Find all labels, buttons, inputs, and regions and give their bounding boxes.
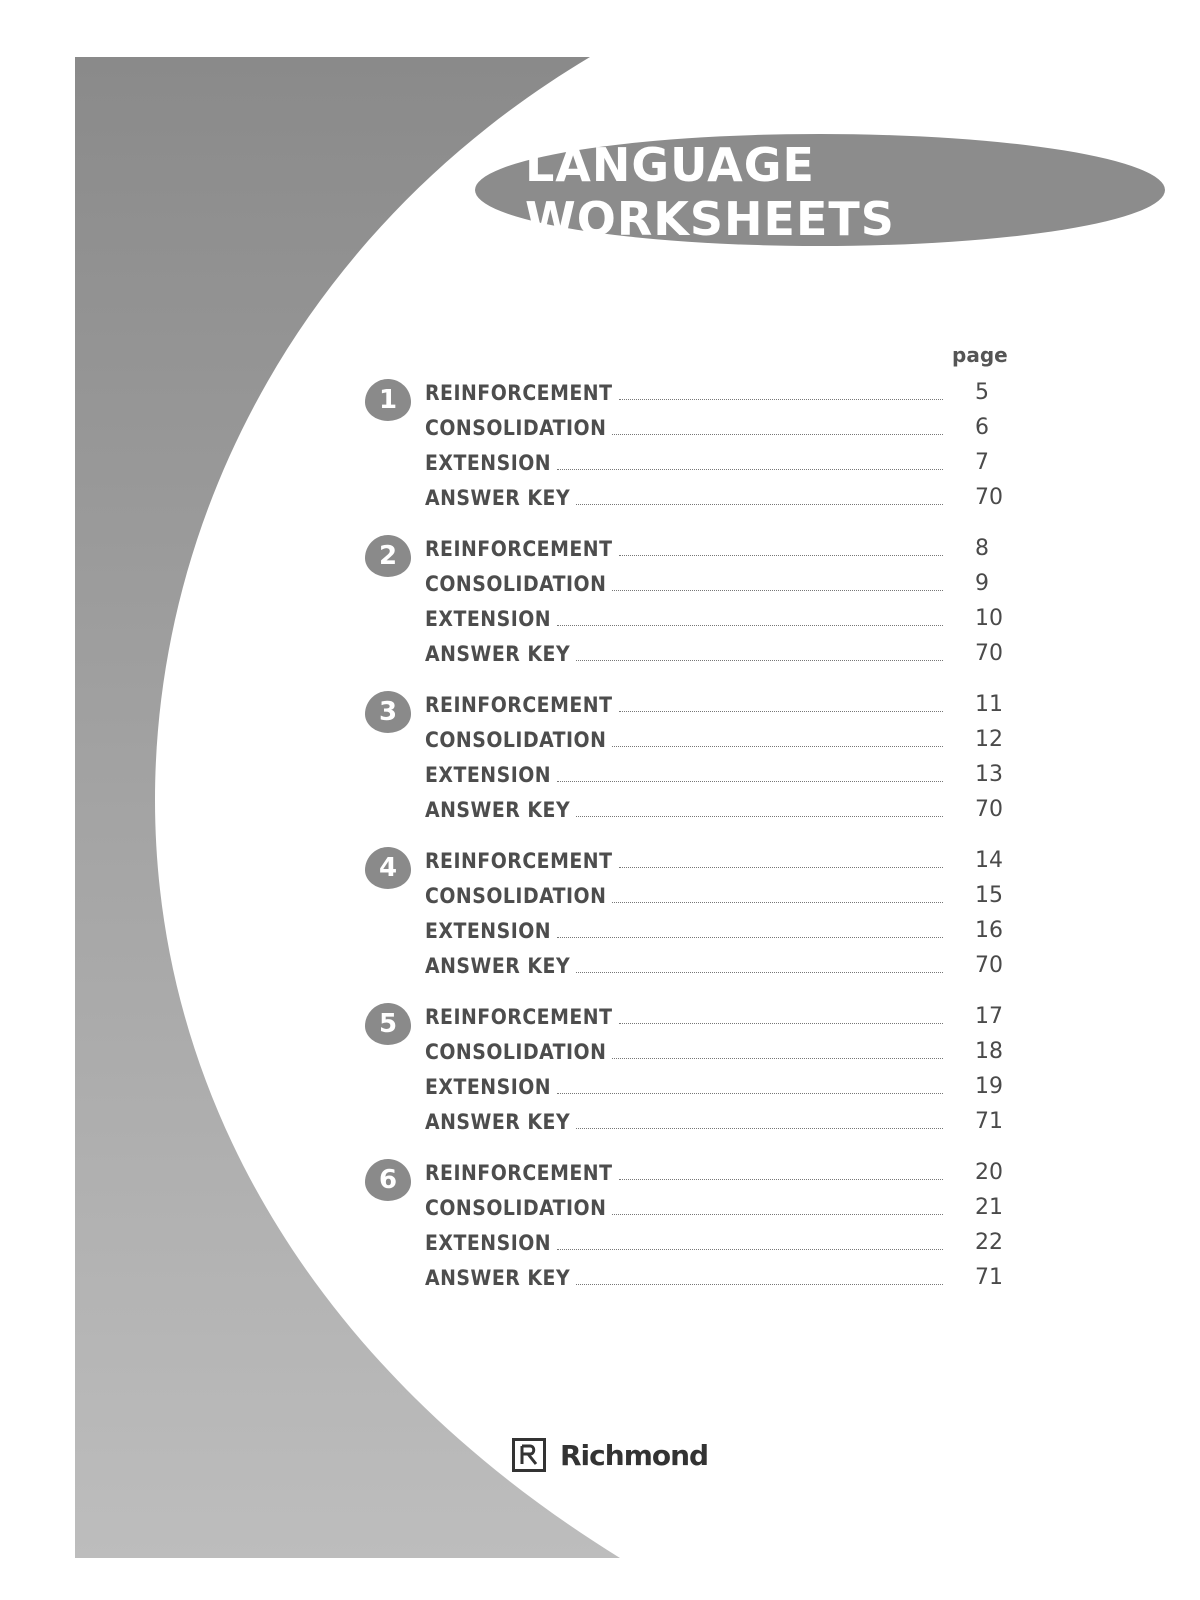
toc-entry-page-number: 10 [975,606,1003,631]
toc-entry-label: REINFORCEMENT [425,849,613,873]
toc-entry-page-number: 13 [975,762,1003,787]
toc-entry-page-number: 19 [975,1074,1003,1099]
publisher-name: Richmond [560,1438,709,1472]
dot-leader [612,902,943,903]
toc-entry-page-number: 16 [975,918,1003,943]
toc-entry-label: EXTENSION [425,607,552,631]
toc-entry [425,480,1025,510]
unit-5 [365,999,1025,1139]
unit-2 [365,531,1025,671]
toc-entry-label: EXTENSION [425,919,552,943]
toc-entry-label: ANSWER KEY [425,954,571,978]
toc-entry-label: EXTENSION [425,1231,552,1255]
toc-entry-label: ANSWER KEY [425,798,571,822]
toc-entry [425,1034,1025,1064]
page-column-header: page [952,343,1008,367]
toc-entry-page-number: 70 [975,953,1003,978]
toc-entry-label: REINFORCEMENT [425,537,613,561]
dot-leader [612,1058,943,1059]
dot-leader [576,816,943,817]
dot-leader [557,1093,943,1094]
toc-entry [425,1155,1025,1185]
unit-3 [365,687,1025,827]
toc-entry-page-number: 12 [975,727,1003,752]
toc-entry [425,722,1025,752]
toc-entry-label: CONSOLIDATION [425,1040,607,1064]
toc-entry [425,636,1025,666]
publisher-brand [512,1437,708,1473]
unit-number-badge: 2 [365,535,411,577]
toc-entry [425,757,1025,787]
toc-entry-page-number: 20 [975,1160,1003,1185]
toc-entry [425,792,1025,822]
toc-entry [425,1104,1025,1134]
toc-entry-label: REINFORCEMENT [425,1005,613,1029]
dot-leader [557,469,943,470]
dot-leader [619,399,943,400]
toc-entry-page-number: 18 [975,1039,1003,1064]
toc-entry [425,1225,1025,1255]
toc-entry-page-number: 21 [975,1195,1003,1220]
toc-entry-label: REINFORCEMENT [425,693,613,717]
toc-entry [425,410,1025,440]
toc-entry-page-number: 22 [975,1230,1003,1255]
unit-1 [365,375,1025,515]
toc-entry-page-number: 71 [975,1109,1003,1134]
toc-entry [425,913,1025,943]
dot-leader [612,590,943,591]
toc-entry [425,601,1025,631]
dot-leader [576,504,943,505]
toc-entry-label: ANSWER KEY [425,1266,571,1290]
toc-entry-page-number: 70 [975,797,1003,822]
toc-entry-label: REINFORCEMENT [425,1161,613,1185]
toc-entry [425,566,1025,596]
unit-number-badge: 6 [365,1159,411,1201]
toc-entry [425,1260,1025,1290]
dot-leader [619,555,943,556]
toc-entry-label: ANSWER KEY [425,486,571,510]
toc-entry [425,1190,1025,1220]
toc-entry [425,999,1025,1029]
toc-entry-label: CONSOLIDATION [425,884,607,908]
toc-entry-page-number: 7 [975,450,989,475]
dot-leader [619,711,943,712]
toc-entry-page-number: 8 [975,536,989,561]
unit-number-badge: 5 [365,1003,411,1045]
toc-entry [425,445,1025,475]
toc-entry-page-number: 14 [975,848,1003,873]
toc-entry-label: EXTENSION [425,451,552,475]
dot-leader [576,1128,943,1129]
unit-number-badge: 4 [365,847,411,889]
toc-entry-page-number: 6 [975,415,989,440]
toc-entry-label: ANSWER KEY [425,1110,571,1134]
toc-entry-label: ANSWER KEY [425,642,571,666]
toc-entry [425,878,1025,908]
toc-entry-label: EXTENSION [425,1075,552,1099]
dot-leader [619,1179,943,1180]
dot-leader [612,1214,943,1215]
toc-entry [425,531,1025,561]
toc-entry-page-number: 70 [975,641,1003,666]
toc-entry [425,843,1025,873]
toc-entry-page-number: 17 [975,1004,1003,1029]
dot-leader [576,1284,943,1285]
dot-leader [576,972,943,973]
toc-entry-label: REINFORCEMENT [425,381,613,405]
richmond-r-logo-icon [512,1438,546,1472]
dot-leader [557,625,943,626]
unit-6 [365,1155,1025,1295]
table-of-contents [365,375,1025,1311]
dot-leader [557,1249,943,1250]
toc-entry-page-number: 15 [975,883,1003,908]
toc-entry [425,948,1025,978]
toc-entry-page-number: 70 [975,485,1003,510]
toc-entry-label: EXTENSION [425,763,552,787]
dot-leader [612,746,943,747]
dot-leader [612,434,943,435]
toc-entry-page-number: 11 [975,692,1003,717]
unit-number-badge: 1 [365,379,411,421]
toc-entry [425,687,1025,717]
toc-entry-label: CONSOLIDATION [425,572,607,596]
toc-entry-label: CONSOLIDATION [425,728,607,752]
page-title: LANGUAGE WORKSHEETS [525,138,895,246]
toc-entry-label: CONSOLIDATION [425,1196,607,1220]
toc-entry-page-number: 5 [975,380,989,405]
toc-entry-page-number: 9 [975,571,989,596]
unit-4 [365,843,1025,983]
dot-leader [557,781,943,782]
dot-leader [576,660,943,661]
dot-leader [619,867,943,868]
dot-leader [557,937,943,938]
toc-entry-label: CONSOLIDATION [425,416,607,440]
unit-number-badge: 3 [365,691,411,733]
dot-leader [619,1023,943,1024]
toc-entry [425,375,1025,405]
toc-entry [425,1069,1025,1099]
toc-entry-page-number: 71 [975,1265,1003,1290]
